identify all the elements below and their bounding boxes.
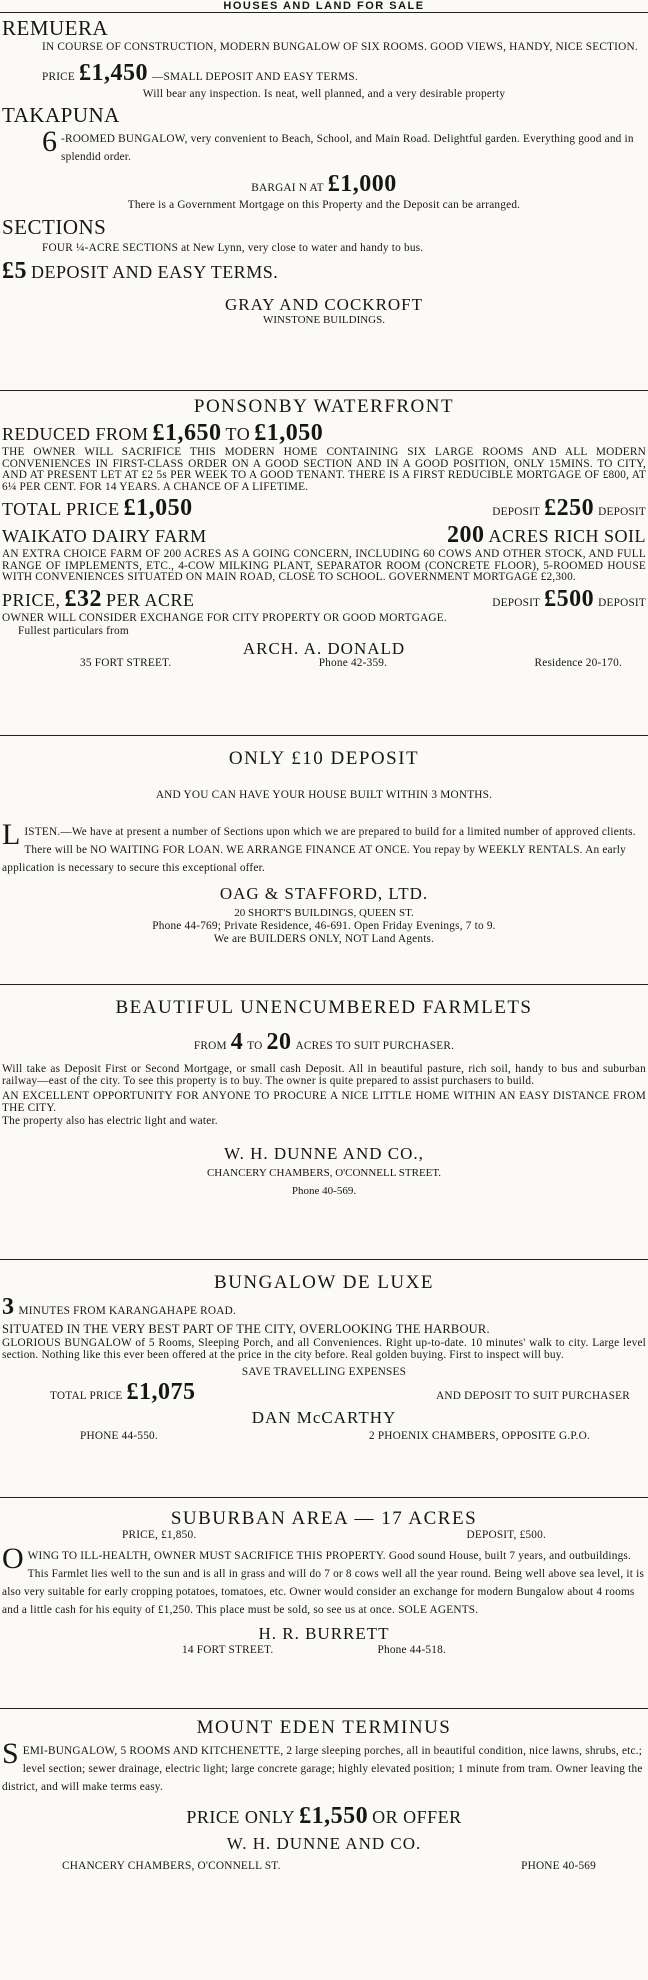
oag-heading: ONLY £10 DEPOSIT (228, 748, 420, 769)
ponsonby-description: THE OWNER WILL SACRIFICE THIS MODERN HOME CONTAINING SIX LARGE ROOMS AND ALL MODERN CONVENIENCES IN FIRST-CLASS ORDER ON A GOOD SECTION AND IN A GOOD POSITION, ONLY 15MINS. TO CITY, AND AT PRESENT LET AT £2 5s PER WEEK TO A GOOD TENANT. THERE IS A FIRST REDUCIBLE MORTGAGE OF £800, AT 6¼ PER CENT. FOR 14 YEARS. A CHANCE OF A LIFETIME. (2, 446, 646, 493)
oag-body-block (2, 817, 646, 876)
farmlets-range-from: 4 (230, 1029, 244, 1055)
mount-eden-price-label: PRICE ONLY (186, 1807, 296, 1827)
remuera-price: £1,450 (79, 59, 149, 86)
burrett-phone: Phone 44-518. (377, 1643, 446, 1656)
suburban-price-line (2, 1530, 646, 1542)
farmlets-address: CHANCERY CHAMBERS, O'CONNELL STREET. (206, 1166, 442, 1179)
ponsonby-reduced-line (2, 420, 646, 447)
oag-note: We are BUILDERS ONLY, NOT Land Agents. (213, 933, 435, 945)
farm-price-label: PRICE, (2, 589, 61, 610)
mount-eden-price-suffix: OR OFFER (372, 1807, 462, 1827)
farm-acres: 200 (446, 522, 485, 548)
deluxe-minutes-text: MINUTES FROM KARANGAHAPE ROAD. (18, 1305, 237, 1317)
sections-deposit-terms: DEPOSIT AND EASY TERMS. (31, 262, 279, 282)
farm-per-acre: PER ACRE (106, 589, 195, 610)
farm-exchange: OWNER WILL CONSIDER EXCHANGE FOR CITY PROPERTY OR GOOD MORTGAGE. (2, 611, 447, 624)
mount-eden-firm: W. H. DUNNE AND CO. (226, 1834, 422, 1853)
donald-address: 35 FORT STREET. (80, 656, 172, 669)
deluxe-total: £1,075 (126, 1378, 196, 1405)
oag-address: 20 SHORT'S BUILDINGS, QUEEN ST. (234, 906, 414, 919)
deluxe-agent: DAN McCARTHY (251, 1407, 397, 1427)
oag-subheading: AND YOU CAN HAVE YOUR HOUSE BUILT WITHIN 3 MONTHS. (155, 789, 493, 801)
farmlets-body: Will take as Deposit First or Second Mortgage, or small cash Deposit. All in beautiful pasture, rich soil, handy to bus and suburban railway—east of the city. To see this property is to buy. The owner is quite prepared to assist purchasers to build. (2, 1063, 646, 1087)
ponsonby-total-price-label: TOTAL PRICE (2, 499, 120, 519)
oag-dropcap: L (2, 817, 21, 851)
mount-eden-body: EMI-BUNGALOW, 5 ROOMS AND KITCHENETTE, 2 large sleeping porches, all in beautiful condition, nice lawns, shrubs, etc.; level section; sewer drainage, electric light; large concrete garage; highly elevated position; 1 minute from tram. Owner leaving the district, and will make terms easy. (2, 1745, 643, 1793)
farmlets-range-to-label: TO (247, 1040, 263, 1052)
sections-heading: SECTIONS (2, 214, 107, 239)
ponsonby-deposit-amount: £250 (544, 495, 595, 521)
oag-phone: Phone 44-769; Private Residence, 46-691. Open Friday Evenings, 7 to 9. (152, 919, 496, 932)
ponsonby-heading: PONSONBY WATERFRONT (193, 396, 455, 417)
farmlets-range-line (2, 1029, 646, 1056)
mount-eden-body-block (2, 1737, 646, 1795)
donald-phone: Phone 42-359. (318, 656, 388, 669)
takapuna-mortgage: There is a Government Mortgage on this Property and the Deposit can be arranged. (127, 199, 521, 211)
farmlets-phone: Phone 40-569. (291, 1184, 357, 1197)
ponsonby-total-price: £1,050 (123, 495, 193, 521)
farm-acres-label: ACRES RICH SOIL (488, 526, 646, 546)
ad-oag-stafford (0, 736, 648, 985)
remuera-heading: REMUERA (2, 16, 109, 40)
sections-deposit-line (2, 258, 646, 285)
mount-eden-phone: PHONE 40-569 (521, 1860, 596, 1872)
farm-description: AN EXTRA CHOICE FARM OF 200 ACRES AS A GOING CONCERN, INCLUDING 60 COWS AND OTHER STOCK, AND FULL RANGE OF IMPLEMENTS, ETC., 4-COW MILKING PLANT, SEPARATOR ROOM (CONCRETE FLOOR), 5-ROOMED HOUSE WITH CONVENIENCES SITUATED ON MAIN ROAD, CLOSE TO SCHOOL. GOVERNMENT MORTGAGE £2,300. (2, 548, 646, 583)
farm-price: £32 (64, 585, 103, 612)
ponsonby-deposit-label: DEPOSIT (492, 506, 541, 518)
mount-eden-dropcap: S (2, 1737, 19, 1770)
deluxe-deposit-text: AND DEPOSIT TO SUIT PURCHASER (436, 1389, 630, 1402)
deluxe-address: 2 PHOENIX CHAMBERS, OPPOSITE G.P.O. (368, 1429, 590, 1442)
ponsonby-price-line (2, 495, 646, 522)
ad-gray-cockroft (0, 13, 648, 391)
farm-price-line (2, 586, 646, 613)
farmlets-firm: W. H. DUNNE AND CO., (224, 1143, 424, 1163)
farmlets-range-suffix: ACRES TO SUIT PURCHASER. (295, 1040, 455, 1052)
suburban-deposit: DEPOSIT, £500. (466, 1529, 546, 1541)
farmlets-opportunity: AN EXCELLENT OPPORTUNITY FOR ANYONE TO PROCURE A NICE LITTLE HOME WITHIN AN EASY DISTANCE FROM THE CITY. (2, 1090, 646, 1114)
farmlets-range-label: FROM (193, 1040, 227, 1052)
takapuna-description-block (2, 125, 646, 165)
remuera-price-label: PRICE (42, 70, 76, 83)
mount-eden-price-line (2, 1803, 646, 1830)
ad-dunne-farmlets (0, 985, 648, 1260)
gray-firm-address: WINSTONE BUILDINGS. (262, 314, 385, 326)
burrett-agent: H. R. BURRETT (258, 1623, 390, 1643)
deluxe-minutes-num: 3 (2, 1294, 15, 1320)
suburban-dropcap: O (2, 1541, 24, 1575)
ad-dunne-mount-eden (0, 1709, 648, 1911)
remuera-description: IN COURSE OF CONSTRUCTION, MODERN BUNGALOW OF SIX ROOMS. GOOD VIEWS, HANDY, NICE SECTION. (42, 41, 638, 53)
farmlets-heading: BEAUTIFUL UNENCUMBERED FARMLETS (115, 997, 533, 1018)
deluxe-minutes-line (2, 1294, 646, 1321)
donald-fullest: Fullest particulars from (18, 625, 129, 637)
deluxe-body: GLORIOUS BUNGALOW of 5 Rooms, Sleeping Porch, and all Conveniences. Right up-to-date. 10 minutes' walk to city. Large level section. Nothing like this ever been offered at the price in the city before. Real golden buying. First to inspect will buy. (2, 1337, 646, 1361)
farmlets-range-to: 20 (266, 1029, 292, 1055)
mount-eden-contact-line (2, 1861, 646, 1873)
donald-residence: Residence 20-170. (534, 656, 622, 669)
deluxe-total-label: TOTAL PRICE (50, 1389, 123, 1402)
suburban-body-block (2, 1541, 646, 1618)
oag-body: ISTEN.—We have at present a number of Sections upon which we are prepared to build for a limited number of approved clients. There will be NO WAITING FOR LOAN. WE ARRANGE FINANCE AT ONCE. You repay by WEEKLY RENTALS. An early application is necessary to secure this exceptional offer. (2, 825, 636, 874)
mount-eden-heading: MOUNT EDEN TERMINUS (196, 1717, 452, 1738)
farmlets-electric: The property also has electric light and water. (2, 1115, 218, 1127)
farm-heading: WAIKATO DAIRY FARM (2, 526, 207, 546)
takapuna-description: -ROOMED BUNGALOW, very convenient to Beach, School, and Main Road. Delightful garden. Everything good and in splendid order. (61, 133, 634, 163)
gray-firm-name: GRAY AND COCKROFT (224, 295, 424, 314)
deluxe-phone: PHONE 44-550. (80, 1429, 158, 1442)
farm-heading-line (2, 522, 646, 549)
ponsonby-reduced-from: £1,650 (152, 420, 222, 446)
suburban-body: WING TO ILL-HEALTH, OWNER MUST SACRIFICE THIS PROPERTY. Good sound House, built 7 years, and outbuildings. This Farmlet lies well to the sun and is all in grass and will do 7 or 8 cows well all the year round. Being well above sea level, it is also very suitable for early cropping potatoes, tomatoes, etc. Owner would consider an exchange for modern Bungalow about 4 rooms and a little cash for his equity of £1,250. This place must be sold, so see us at once. SOLE AGENTS. (2, 1549, 645, 1616)
deluxe-heading: BUNGALOW DE LUXE (214, 1272, 434, 1293)
farm-deposit: £500 (544, 585, 595, 612)
takapuna-heading: TAKAPUNA (2, 103, 120, 127)
donald-agent: ARCH. A. DONALD (242, 638, 406, 658)
remuera-price-note: —SMALL DEPOSIT AND EASY TERMS. (152, 70, 358, 83)
suburban-price: PRICE, £1,850. (122, 1529, 197, 1541)
deluxe-save: SAVE TRAVELLING EXPENSES (241, 1366, 407, 1378)
ponsonby-reduced-to: £1,050 (254, 420, 324, 446)
ponsonby-reduced-to-label: TO (225, 424, 251, 444)
remuera-price-line (2, 60, 646, 87)
mount-eden-price: £1,550 (299, 1803, 369, 1829)
oag-firm: OAG & STAFFORD, LTD. (219, 883, 429, 903)
takapuna-price: £1,000 (327, 171, 397, 197)
sections-description: FOUR ¼-ACRE SECTIONS at New Lynn, very close to water and handy to bus. (42, 241, 424, 254)
takapuna-dropcap: 6 (42, 125, 57, 158)
ponsonby-reduced-label: REDUCED FROM (2, 424, 149, 444)
takapuna-price-line (2, 171, 646, 198)
burrett-address: 14 FORT STREET. (182, 1643, 274, 1656)
deluxe-situated: SITUATED IN THE VERY BEST PART OF THE CITY, OVERLOOKING THE HARBOUR. (2, 1322, 490, 1336)
page-header: HOUSES AND LAND FOR SALE (0, 0, 648, 13)
farm-deposit-label: DEPOSIT (492, 596, 541, 609)
ad-arch-donald (0, 391, 648, 736)
ad-dan-mccarthy (0, 1260, 648, 1498)
ad-hr-burrett (0, 1498, 648, 1709)
sections-deposit-amount: £5 (2, 258, 27, 284)
remuera-inspection: Will bear any inspection. Is neat, well planned, and a very desirable property (142, 87, 506, 100)
donald-contact-line (2, 658, 646, 670)
takapuna-bargain-label: BARGAI N AT (251, 182, 324, 194)
farm-deposit-label-2: DEPOSIT (598, 596, 646, 609)
suburban-heading: SUBURBAN AREA — 17 ACRES (170, 1508, 478, 1529)
deluxe-contact-line (2, 1431, 646, 1443)
burrett-contact-line (2, 1645, 646, 1657)
mount-eden-address: CHANCERY CHAMBERS, O'CONNELL ST. (62, 1860, 281, 1872)
ponsonby-deposit-label-2: DEPOSIT (598, 506, 646, 518)
deluxe-price-line (2, 1379, 646, 1406)
